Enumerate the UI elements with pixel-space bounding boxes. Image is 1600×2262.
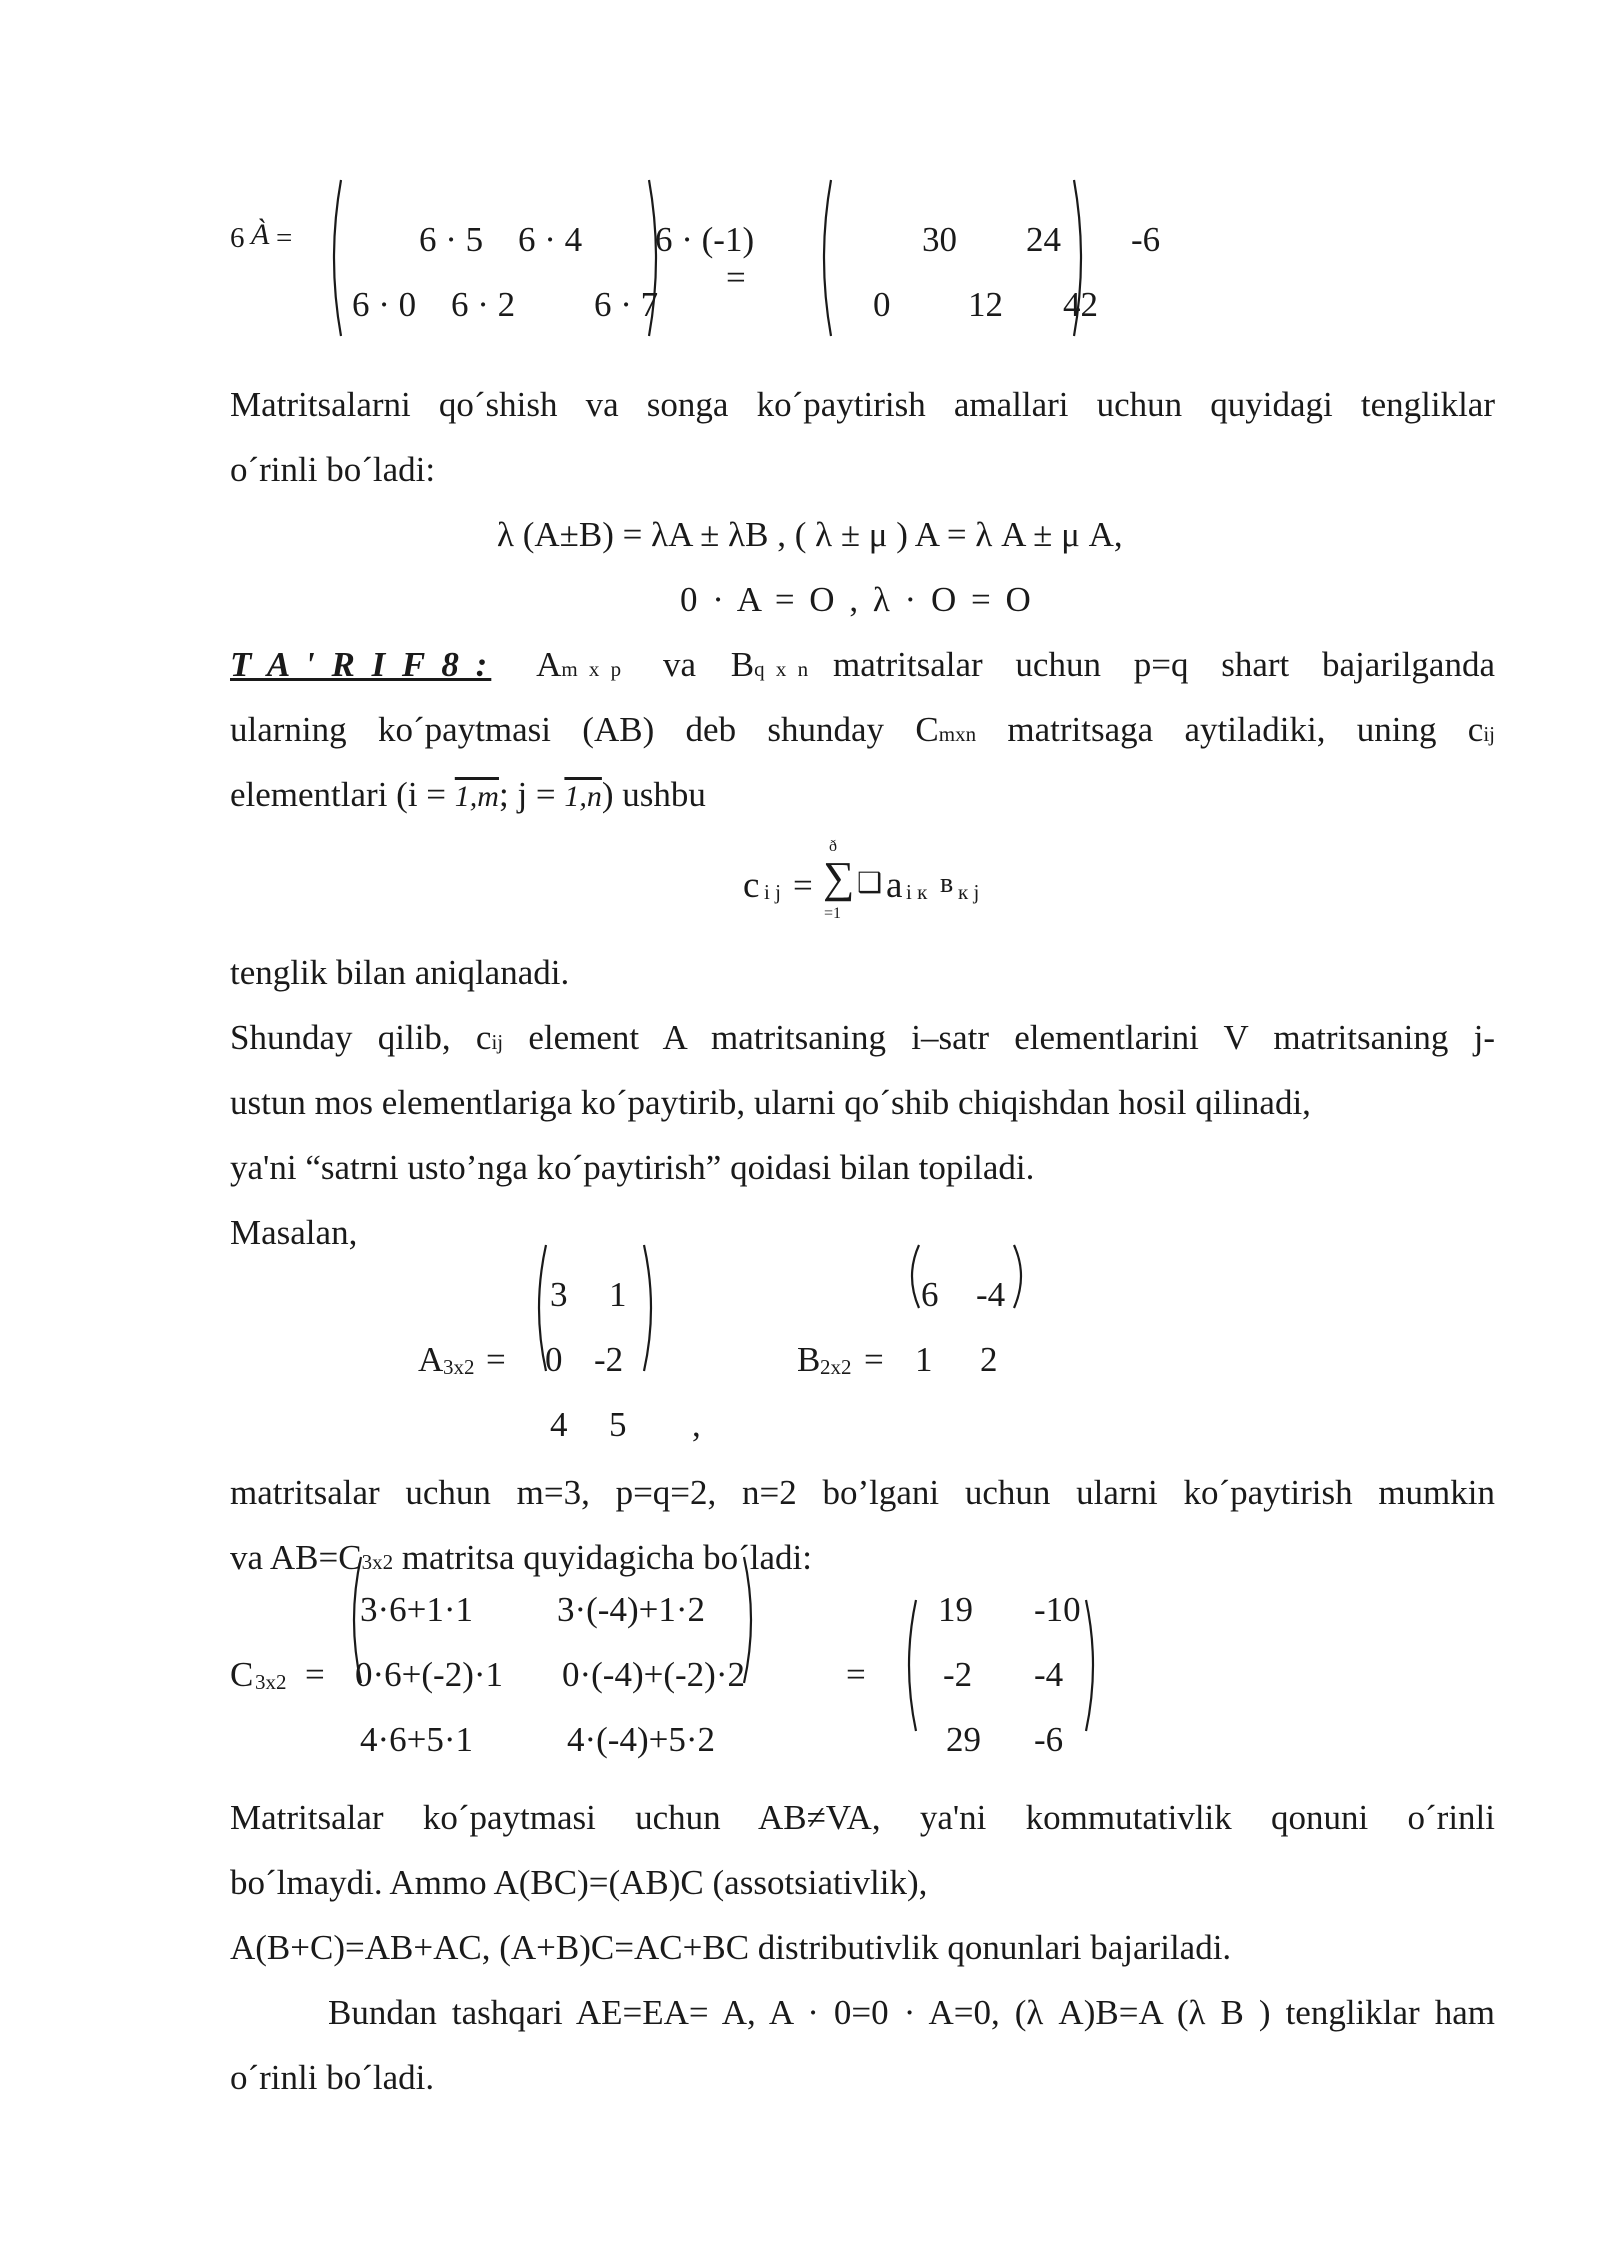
m1-cell: 6 · (-1): [655, 220, 755, 259]
m2-cell: 30: [922, 220, 957, 259]
right-paren-icon: [640, 1243, 660, 1373]
paragraph-line: o´rinli bo´ladi.: [230, 2058, 435, 2097]
range-overline: 1,n: [564, 780, 602, 813]
lhs-symbol: À: [251, 218, 270, 251]
subscript: ij: [1483, 722, 1496, 746]
middle-equals: =: [726, 258, 746, 297]
sum-c: c: [743, 865, 760, 906]
matrix-cell: 4: [550, 1405, 568, 1444]
matrix-cell: 0·(-4)+(-2)·2: [562, 1655, 745, 1694]
matrix-cell: 0·6+(-2)·1: [355, 1655, 504, 1694]
matrix-cell: 19: [938, 1590, 973, 1629]
subscript: m x p: [561, 657, 625, 681]
text: ularning ko´paytmasi (AB) deb shunday C: [230, 710, 939, 749]
matrix-cell: -2: [594, 1340, 624, 1379]
m2-cell: 12: [968, 285, 1003, 324]
comma: ,: [692, 1405, 701, 1444]
equals: =: [846, 1655, 866, 1694]
equals: =: [864, 1340, 884, 1379]
paragraph-line: [230, 1005, 1495, 1075]
right-paren-icon: [1082, 1598, 1102, 1733]
m2-cell: -6: [1131, 220, 1161, 259]
subscript: к j: [958, 880, 980, 904]
matrix-cell: 3·(-4)+1·2: [557, 1590, 706, 1629]
subscript: i j: [764, 880, 781, 904]
paragraph-line: Matritsalar ko´paytmasi uchun AB≠VA, ya'ni kommutativlik qonuni o´rinli: [230, 1798, 1495, 1837]
m1-cell: 6 · 2: [451, 285, 516, 324]
m2-cell: 24: [1026, 220, 1061, 259]
matrix-b-label: B: [797, 1340, 821, 1379]
text: element A matritsaning i–satr elementlarini V matritsaning j-: [528, 1018, 1495, 1057]
sum-upper-limit: ð: [829, 838, 837, 855]
left-paren-icon: [900, 1598, 920, 1733]
text: matritsa quyidagicha bo´ladi:: [401, 1538, 812, 1577]
matrix-cell: 5: [609, 1405, 627, 1444]
paragraph-line: bo´lmaydi. Ammo A(BC)=(AB)C (assotsiativlik),: [230, 1863, 928, 1902]
paragraph-line: o´rinli bo´ladi:: [230, 450, 436, 489]
text: va AB=C: [230, 1538, 362, 1577]
formula-line: λ (A±B) = λA ± λB , ( λ ± μ ) A = λ A ± μ A,: [497, 515, 1123, 554]
subscript: ij: [491, 1030, 504, 1054]
subscript: mxn: [938, 722, 977, 746]
subscript: 3x2: [255, 1670, 287, 1694]
left-paren-icon: [903, 1243, 923, 1310]
m2-cell: 42: [1063, 285, 1098, 324]
definition-line-2: [230, 697, 1495, 767]
matrix-cell: -4: [1034, 1655, 1064, 1694]
text: matritsaga aytiladiki, uning c: [1007, 710, 1484, 749]
lhs-equals: =: [276, 222, 293, 254]
paragraph-line: ya'ni “satrni usto’nga ko´paytirish” qoidasi bilan topiladi.: [230, 1148, 1035, 1187]
matrix-cell: -4: [976, 1275, 1006, 1314]
right-paren-icon: [645, 178, 665, 338]
sum-a: a: [886, 865, 903, 906]
matrix-a-symbol: A: [536, 645, 562, 684]
formula-line: 0 · A = O , λ · O = O: [680, 580, 1031, 619]
definition-line-3: [230, 762, 1495, 829]
matrix-cell: 29: [946, 1720, 981, 1759]
paragraph-line: A(B+C)=AB+AC, (A+B)C=AC+BC distributivlik qonunlari bajariladi.: [230, 1928, 1232, 1967]
matrix-b-symbol: B: [730, 645, 755, 684]
subscript: i к: [906, 880, 928, 904]
paragraph-line: matritsalar uchun m=3, p=q=2, n=2 bo’lgani uchun ularni ko´paytirish mumkin: [230, 1473, 1495, 1512]
conjunction: va: [662, 645, 696, 684]
right-paren-icon: [740, 1555, 760, 1685]
matrix-c-label: C: [230, 1655, 254, 1694]
m2-cell: 0: [873, 285, 891, 324]
matrix-cell: -2: [943, 1655, 973, 1694]
equals: =: [486, 1340, 506, 1379]
range-overline: 1,m: [454, 780, 499, 813]
subscript: 2x2: [820, 1355, 852, 1379]
subscript: q x n: [754, 657, 812, 681]
matrix-cell: -6: [1034, 1720, 1064, 1759]
sigma-icon: ∑: [823, 853, 855, 902]
matrix-cell: 6: [921, 1275, 939, 1314]
subscript: 3x2: [443, 1355, 475, 1379]
matrix-cell: -10: [1034, 1590, 1081, 1629]
paragraph-line: Masalan,: [230, 1213, 358, 1252]
matrix-cell: 1: [915, 1340, 933, 1379]
text: ; j =: [498, 775, 556, 814]
missing-glyph-icon: ❑: [857, 868, 883, 899]
definition-label: T A ' R I F 8 :: [230, 645, 492, 684]
paragraph-line: Bundan tashqari AE=EA= A, A · 0=0 · A=0, (λ A)B=A (λ B ) tengliklar ham: [328, 1993, 1495, 2032]
m1-cell: 6 · 4: [518, 220, 583, 259]
subscript: 3x2: [361, 1550, 394, 1574]
m1-cell: 6 · 7: [594, 285, 659, 324]
definition-line-1: [230, 632, 811, 702]
right-paren-icon: [1070, 178, 1090, 338]
text: elementlari (i =: [230, 775, 447, 814]
text: Shunday qilib, c: [230, 1018, 492, 1057]
matrix-a-label: A: [418, 1340, 444, 1379]
left-paren-icon: [815, 178, 835, 338]
matrix-cell: 4·6+5·1: [360, 1720, 474, 1759]
left-paren-icon: [325, 178, 345, 338]
paragraph-line: Matritsalarni qo´shish va songa ko´paytirish amallari uchun quyidagi tengliklar: [230, 385, 1495, 424]
matrix-cell: 4·(-4)+5·2: [567, 1720, 716, 1759]
paragraph-line: ustun mos elementlariga ko´paytirib, ularni qo´shib chiqishdan hosil qilinadi,: [230, 1083, 1311, 1122]
matrix-cell: 0: [545, 1340, 563, 1379]
sum-equals: =: [793, 866, 813, 905]
matrix-cell: 2: [980, 1340, 998, 1379]
paragraph-line: [230, 1525, 1495, 1595]
text: ) ushbu: [601, 775, 706, 814]
m1-cell: 6 · 5: [419, 220, 484, 259]
definition-line-1-rest: matritsalar uchun p=q shart bajarilganda: [833, 645, 1495, 684]
right-paren-icon: [1010, 1243, 1030, 1310]
sum-b: в: [940, 868, 954, 899]
sum-lower-limit: =1: [824, 905, 842, 922]
matrix-cell: 3: [550, 1275, 568, 1314]
matrix-cell: 1: [609, 1275, 627, 1314]
equals: =: [305, 1655, 325, 1694]
m1-cell: 6 · 0: [352, 285, 417, 324]
paragraph-line: tenglik bilan aniqlanadi.: [230, 953, 570, 992]
lhs-number: 6: [230, 222, 245, 254]
matrix-cell: 3·6+1·1: [360, 1590, 474, 1629]
